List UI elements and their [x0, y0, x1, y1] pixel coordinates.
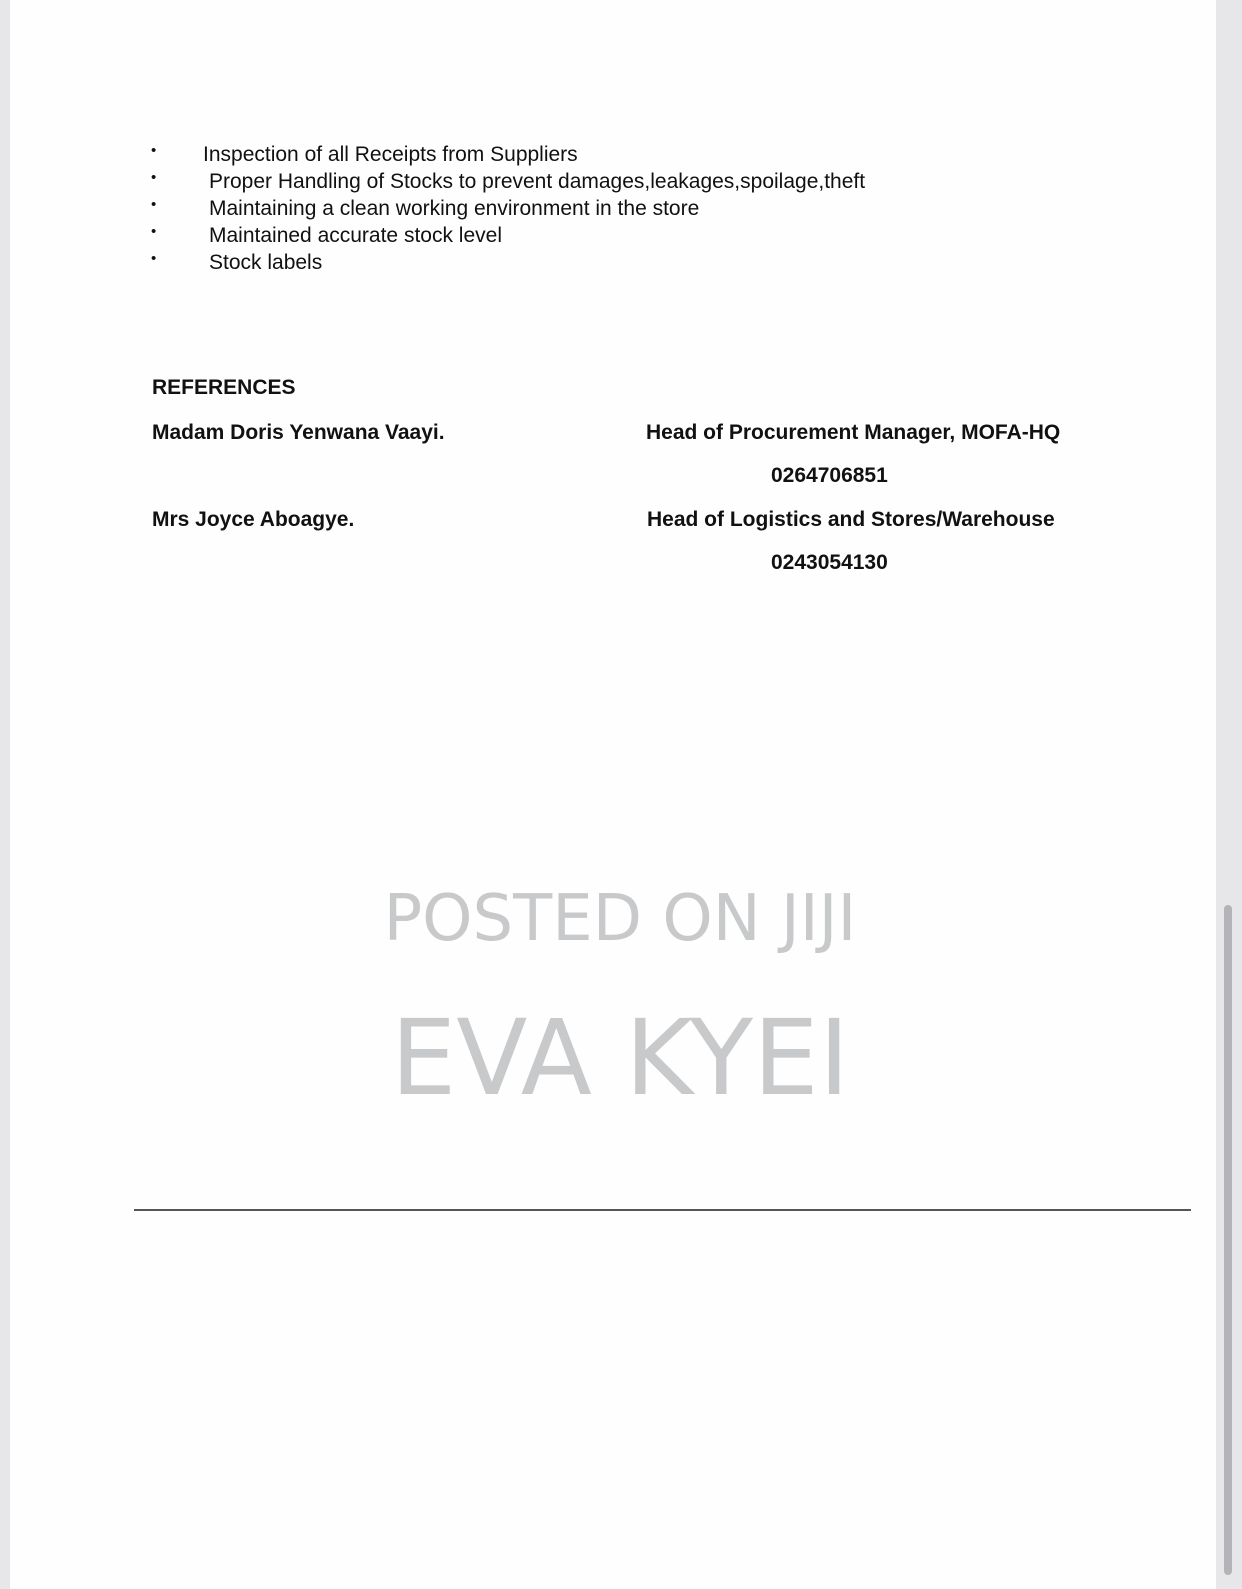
- duty-text: Stock labels: [209, 251, 323, 274]
- watermark-name: EVA KYEI: [390, 997, 850, 1119]
- reference-phone: 0264706851: [771, 464, 888, 487]
- reference-phone: 0243054130: [771, 551, 888, 574]
- reference-name: Madam Doris Yenwana Vaayi.: [152, 421, 445, 444]
- bullet-icon: •: [151, 223, 157, 240]
- duty-text: Maintained accurate stock level: [209, 224, 502, 247]
- bullet-icon: •: [151, 250, 157, 267]
- duty-text: Maintaining a clean working environment in the store: [209, 197, 700, 220]
- horizontal-rule: [134, 1209, 1191, 1211]
- reference-name: Mrs Joyce Aboagye.: [152, 508, 355, 531]
- duty-text: Inspection of all Receipts from Suppliers: [203, 143, 578, 166]
- document-page: [10, 0, 1216, 1589]
- watermark-posted-on: POSTED ON JIJI: [383, 882, 857, 956]
- reference-title: Head of Logistics and Stores/Warehouse: [647, 508, 1055, 531]
- scrollbar-thumb[interactable]: [1224, 905, 1232, 1575]
- duty-text: Proper Handling of Stocks to prevent damages,leakages,spoilage,theft: [209, 170, 866, 193]
- bullet-icon: •: [151, 196, 157, 213]
- bullet-icon: •: [151, 142, 157, 159]
- reference-title: Head of Procurement Manager, MOFA-HQ: [646, 421, 1061, 444]
- bullet-icon: •: [151, 169, 157, 186]
- references-heading: REFERENCES: [152, 376, 296, 399]
